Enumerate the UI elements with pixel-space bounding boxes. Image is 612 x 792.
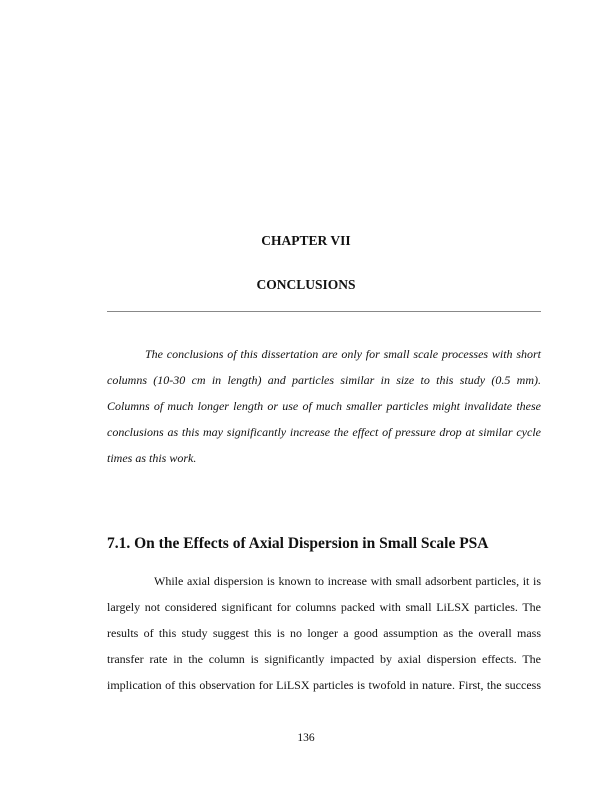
section-heading: 7.1. On the Effects of Axial Dispersion in Small Scale PSA — [107, 535, 489, 552]
body-line: results of this study suggest this is no longer a good assumption as the overall mass — [107, 626, 541, 640]
body-line: While axial dispersion is known to increase with small adsorbent particles, it is — [154, 574, 541, 588]
divider — [107, 311, 541, 312]
page-number: 136 — [297, 732, 315, 744]
body-line: implication of this observation for LiLSX particles is twofold in nature. First, the success — [107, 678, 541, 692]
intro-line: times as this work. — [107, 451, 197, 465]
intro-line: conclusions as this may significantly increase the effect of pressure drop at similar cycle — [107, 425, 541, 439]
body-line: largely not considered significant for columns packed with small LiLSX particles. The — [107, 600, 541, 614]
intro-line: columns (10-30 cm in length) and particles similar in size to this study (0.5 mm). — [107, 373, 541, 387]
chapter-number: CHAPTER VII — [261, 233, 351, 248]
intro-line: The conclusions of this dissertation are only for small scale processes with short — [145, 347, 541, 361]
chapter-title: CONCLUSIONS — [256, 277, 356, 292]
body-line: transfer rate in the column is significantly impacted by axial dispersion effects. The — [107, 652, 541, 666]
intro-line: Columns of much longer length or use of much smaller particles might invalidate these — [107, 399, 541, 413]
